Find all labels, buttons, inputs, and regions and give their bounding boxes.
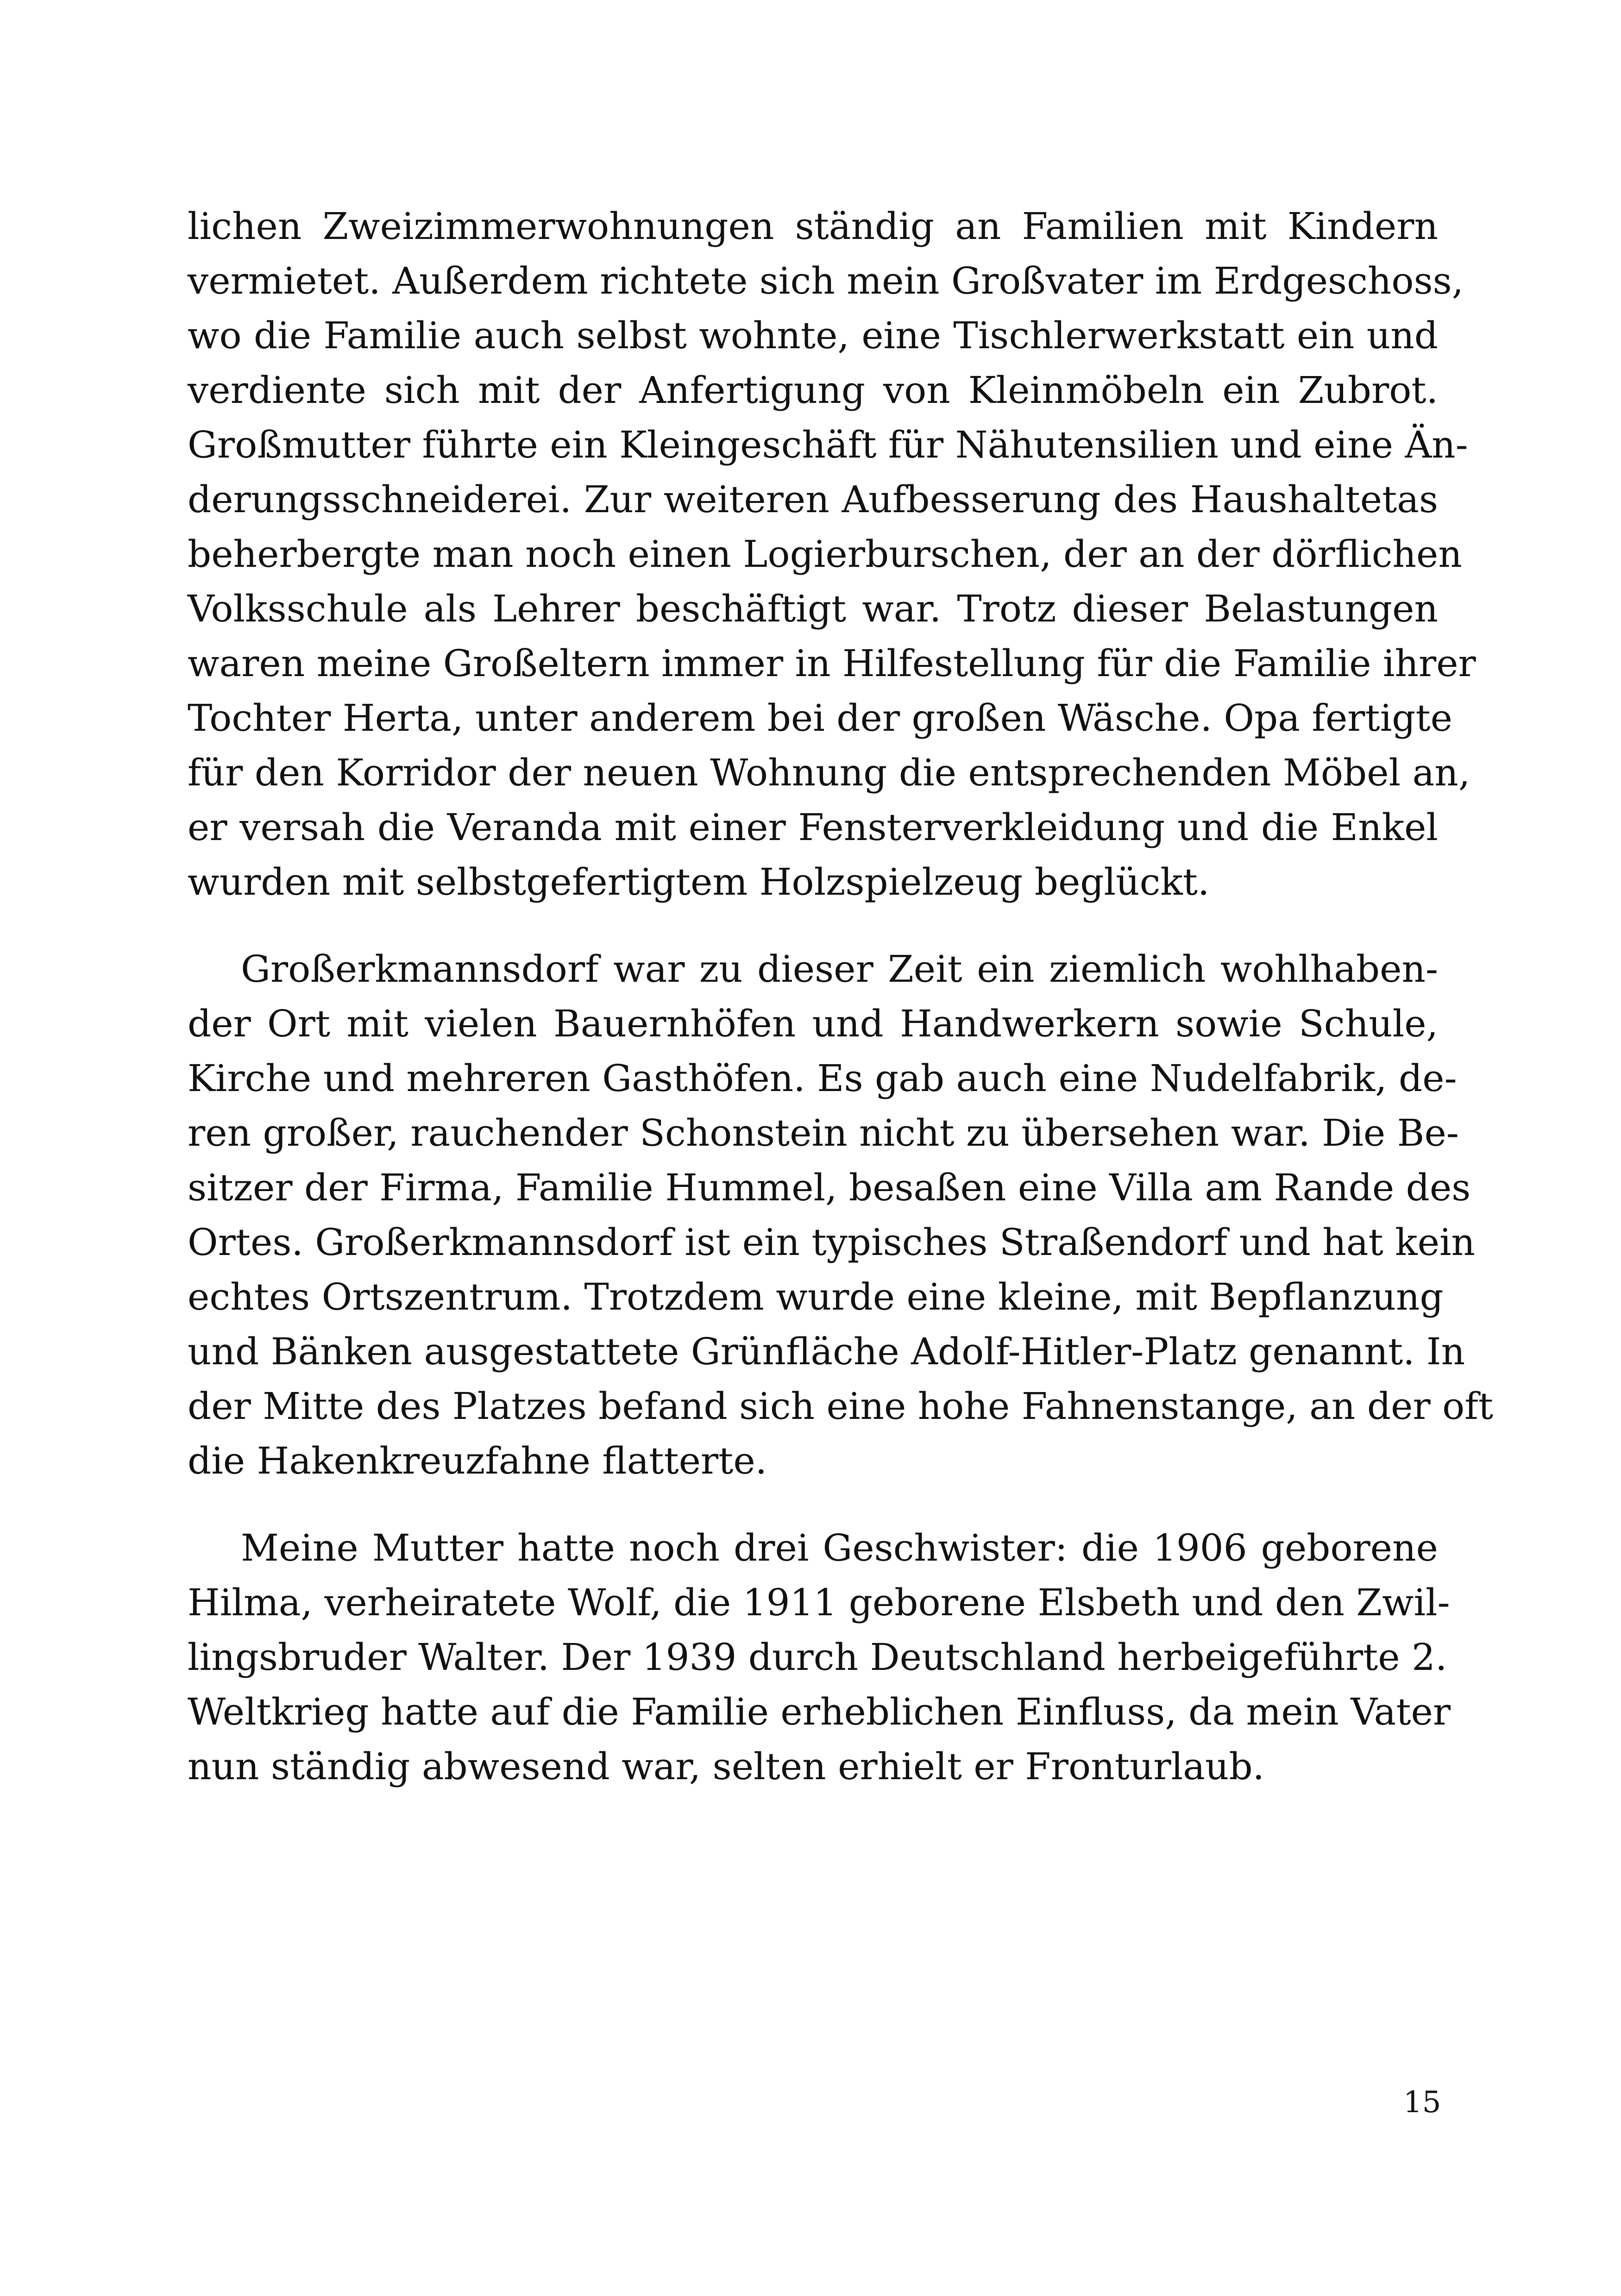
text-line: sitzer der Firma, Familie Hummel, besaßen eine Villa am Rande des	[188, 1166, 1471, 1209]
text-line: und Bänken ausgestattete Grünfläche Adolf-Hitler-Platz genannt. In	[188, 1330, 1465, 1373]
text-line: lichen Zweizimmerwohnungen ständig an Familien mit Kindern	[188, 205, 1438, 248]
text-line: er versah die Veranda mit einer Fensterverkleidung und die Enkel	[188, 806, 1438, 849]
text-line: Weltkrieg hatte auf die Familie erheblichen Einfluss, da mein Vater	[188, 1690, 1451, 1733]
body-text	[188, 199, 1494, 1794]
text-line: wo die Familie auch selbst wohnte, eine Tischlerwerkstatt ein und	[188, 314, 1438, 357]
paragraph-3	[188, 1521, 1451, 1794]
text-line: Kirche und mehreren Gasthöfen. Es gab auch eine Nudelfabrik, de-	[188, 1057, 1457, 1100]
text-line: Tochter Herta, unter anderem bei der großen Wäsche. Opa fertigte	[188, 696, 1452, 740]
paragraph-2	[188, 942, 1494, 1488]
text-line: Großerkmannsdorf war zu dieser Zeit ein ziemlich wohlhaben-	[241, 947, 1438, 991]
text-line: echtes Ortszentrum. Trotzdem wurde eine kleine, mit Bepflanzung	[188, 1275, 1444, 1318]
text-line: vermietet. Außerdem richtete sich mein Großvater im Erdgeschoss,	[188, 259, 1464, 302]
text-line: Großmutter führte ein Kleingeschäft für Nähutensilien und eine Än-	[188, 423, 1468, 466]
text-line: der Mitte des Platzes befand sich eine hohe Fahnenstange, an der oft	[188, 1385, 1494, 1428]
text-line: Ortes. Großerkmannsdorf ist ein typisches Straßendorf und hat kein	[188, 1221, 1476, 1264]
text-line: beherbergte man noch einen Logierburschen, der an der dörflichen	[188, 533, 1462, 576]
text-line: Hilma, verheiratete Wolf, die 1911 geborene Elsbeth und den Zwil-	[188, 1581, 1450, 1624]
text-line: nun ständig abwesend war, selten erhielt er Fronturlaub.	[188, 1745, 1265, 1788]
text-line: derungsschneiderei. Zur weiteren Aufbesserung des Haushaltetas	[188, 478, 1438, 521]
text-line: waren meine Großeltern immer in Hilfestellung für die Familie ihrer	[188, 642, 1476, 685]
text-line: ren großer, rauchender Schonstein nicht zu übersehen war. Die Be-	[188, 1111, 1459, 1154]
text-line: wurden mit selbstgefertigtem Holzspielzeug beglückt.	[188, 860, 1210, 903]
text-line: die Hakenkreuzfahne flatterte.	[188, 1439, 767, 1482]
text-line: Meine Mutter hatte noch drei Geschwister: die 1906 geborene	[241, 1526, 1438, 1569]
text-line: für den Korridor der neuen Wohnung die entsprechenden Möbel an,	[188, 751, 1470, 794]
paragraph-1	[188, 199, 1476, 910]
text-line: lingsbruder Walter. Der 1939 durch Deutschland herbeigeführte 2.	[188, 1636, 1447, 1679]
text-line: verdiente sich mit der Anfertigung von Kleinmöbeln ein Zubrot.	[188, 369, 1438, 412]
text-line: der Ort mit vielen Bauernhöfen und Handwerkern sowie Schule,	[188, 1002, 1438, 1045]
text-line: Volksschule als Lehrer beschäftigt war. Trotz dieser Belastungen	[188, 587, 1438, 630]
page-number: 15	[1403, 2085, 1441, 2120]
